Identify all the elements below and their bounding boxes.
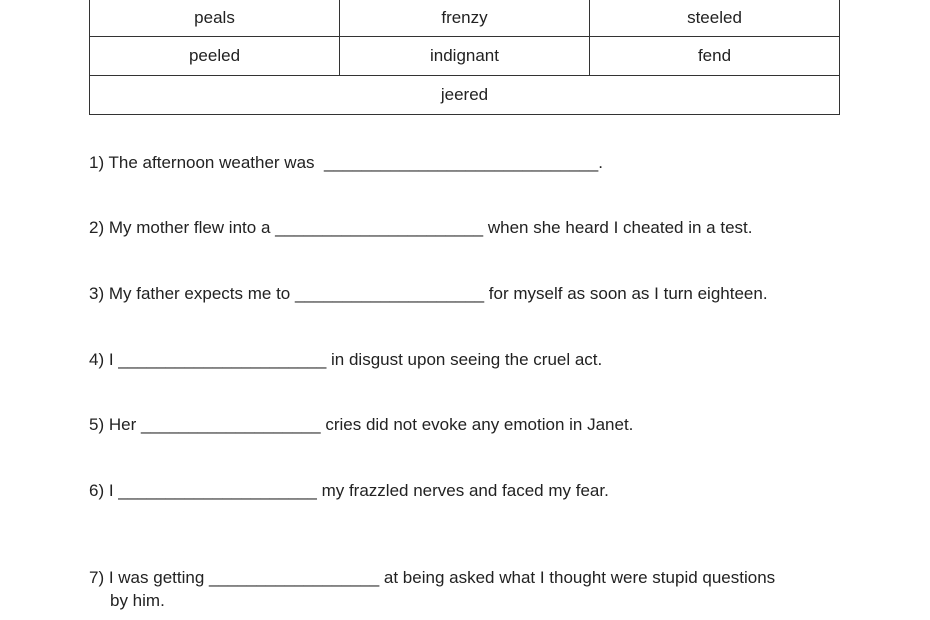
word-bank-cell: frenzy [340, 0, 590, 37]
question-prefix: 7) I was getting [89, 568, 205, 587]
word-bank-cell: jeered [90, 76, 840, 115]
word-bank-row [90, 0, 840, 37]
answer-blank[interactable]: ___________________ [136, 415, 321, 434]
question-6 [89, 480, 609, 502]
question-prefix: 6) I [89, 481, 114, 500]
question-prefix: 2) My mother flew into a [89, 218, 271, 237]
question-3 [89, 283, 768, 305]
question-suffix: my frazzled nerves and faced my fear. [316, 481, 609, 500]
word-bank-table [89, 0, 840, 115]
word-bank-row [90, 76, 840, 115]
question-5 [89, 414, 633, 436]
question-prefix: 1) The afternoon weather was [89, 153, 315, 172]
question-suffix: for myself as soon as I turn eighteen. [484, 284, 768, 303]
answer-blank[interactable]: _____________________ [113, 481, 317, 500]
word-bank-cell: steeled [590, 0, 840, 37]
answer-blank[interactable]: ______________________ [113, 350, 327, 369]
question-suffix: cries did not evoke any emotion in Janet. [320, 415, 634, 434]
question-suffix: in disgust upon seeing the cruel act. [326, 350, 603, 369]
word-bank-row [90, 37, 840, 76]
answer-blank[interactable]: ______________________ [270, 218, 484, 237]
question-2 [89, 217, 752, 239]
word-bank-cell: peals [90, 0, 340, 37]
word-bank-cell: peeled [90, 37, 340, 76]
question-7 [89, 567, 775, 589]
question-suffix: at being asked what I thought were stupid questions [379, 568, 776, 587]
question-suffix: . [598, 153, 603, 172]
answer-blank[interactable]: ____________________ [290, 284, 485, 303]
question-prefix: 3) My father expects me to [89, 284, 291, 303]
word-bank-cell: fend [590, 37, 840, 76]
question-1 [89, 152, 603, 174]
question-7-continuation: by him. [110, 591, 165, 610]
word-bank-cell: indignant [340, 37, 590, 76]
question-prefix: 5) Her [89, 415, 137, 434]
question-suffix: when she heard I cheated in a test. [483, 218, 753, 237]
answer-blank[interactable]: _____________________________ [314, 153, 599, 172]
question-4 [89, 349, 602, 371]
question-prefix: 4) I [89, 350, 114, 369]
answer-blank[interactable]: __________________ [204, 568, 380, 587]
